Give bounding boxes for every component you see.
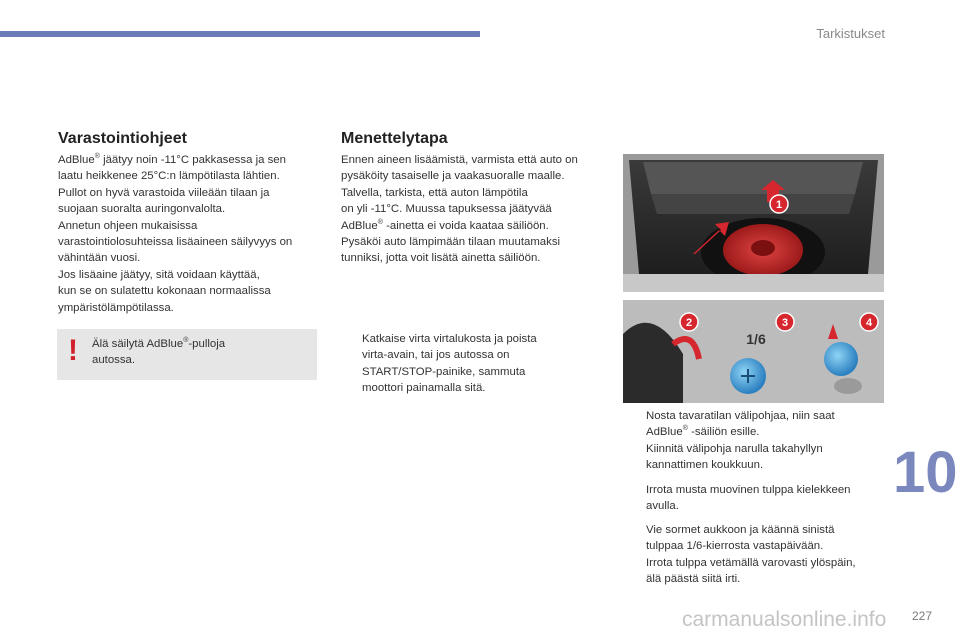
- storage-line: vähintään vuosi.: [58, 252, 141, 265]
- procedure-line: AdBlue® -ainetta ei voida kaataa säiliöön.: [341, 218, 549, 232]
- storage-line: kun se on sulatettu kokonaan normaalissa: [58, 285, 271, 298]
- step-remove-plug: [625, 482, 895, 515]
- procedure-line: Pysäköi auto lämpimään tilaan muutamaksi: [341, 236, 561, 249]
- step-line: Irrota musta muovinen tulppa kielekkeen: [646, 484, 851, 496]
- step-line: Nosta tavaratilan välipohjaa, niin saat: [646, 410, 835, 422]
- trunk-adblue-figure: [623, 154, 884, 403]
- step-raise-floor: [625, 408, 895, 474]
- watermark: carmanualsonline.info: [682, 608, 887, 631]
- warning-line: Älä säilytä AdBlue®-pulloja: [92, 337, 226, 350]
- procedure-line: on yli -11°C. Muussa tapuksessa jäätyvää: [341, 203, 552, 216]
- figure-label-1: 1: [775, 199, 783, 211]
- step-line: tulppaa 1/6-kierrosta vastapäivään.: [646, 540, 824, 553]
- warning-line: autossa.: [92, 354, 136, 367]
- storage-line: varastointiolosuhteissa lisäaineen säilyvyys on: [58, 236, 293, 249]
- step-line: Irrota tulppa vetämällä varovasti ylöspäin,: [646, 557, 856, 569]
- figure-label-2: 2: [685, 317, 693, 329]
- figure-fraction: 1/6: [746, 331, 766, 347]
- storage-line: AdBlue® jäätyy noin -11°C pakkasessa ja sen: [58, 153, 286, 166]
- storage-line: Annetun ohjeen mukaisissa: [58, 219, 198, 232]
- storage-line: laatu heikkenee 25°C:n lämpötilasta lähtien.: [58, 170, 280, 183]
- storage-line: ympäristölämpötilassa.: [58, 301, 174, 314]
- step-line: Kiinnitä välipohja narulla takahyllyn: [646, 442, 823, 455]
- cap-steps-image: [623, 300, 884, 403]
- warning-box: [57, 329, 317, 380]
- step-line: START/STOP-painike, sammuta: [362, 365, 526, 378]
- page-number: 227: [912, 609, 933, 623]
- procedure-line: tunniksi, jotta voit lisätä ainetta säiliöön.: [341, 252, 541, 265]
- storage-line: Pullot on hyvä varastoida viileään tilaan ja: [58, 186, 270, 199]
- trunk-image: [623, 154, 884, 292]
- step-line: moottori painamalla sitä.: [362, 382, 486, 395]
- blue-cap-lifted: [824, 342, 858, 376]
- chapter-number: 10: [893, 440, 958, 505]
- step-line: virta-avain, tai jos autossa on: [362, 349, 510, 362]
- storage-text: [58, 152, 323, 316]
- step-line: Vie sormet aukkoon ja käännä sinistä: [646, 524, 835, 536]
- section-title: Tarkistukset: [816, 26, 885, 41]
- storage-title: Varastointiohjeet: [58, 130, 187, 147]
- warning-text: [92, 336, 292, 369]
- storage-line: suojaan suoralta auringonvalolta.: [58, 203, 226, 216]
- figure-label-3: 3: [781, 317, 789, 329]
- procedure-text: [341, 152, 611, 267]
- step-line: AdBlue® -säiliön esille.: [646, 425, 760, 439]
- step-ignition: [341, 331, 611, 397]
- step-turn-cap: [625, 522, 895, 555]
- figure-label-4: 4: [865, 317, 873, 329]
- step-line: Katkaise virta virtalukosta ja poista: [362, 333, 537, 345]
- procedure-line: pysäköity tasaiselle ja vaakasuoralle maalle.: [341, 170, 565, 183]
- step-line: kannattimen koukkuun.: [646, 459, 764, 472]
- step-line: älä päästä siitä irti.: [646, 573, 741, 586]
- procedure-title: Menettelytapa: [341, 130, 448, 147]
- header-accent-bar: [0, 31, 480, 37]
- procedure-line: Talvella, tarkista, että auton lämpötila: [341, 186, 528, 199]
- step-line: avulla.: [646, 500, 679, 513]
- storage-line: Jos lisäaine jäätyy, sitä voidaan käyttää,: [58, 268, 260, 281]
- warning-icon: !: [68, 334, 78, 367]
- step-pull-cap: [625, 555, 895, 588]
- procedure-line: Ennen aineen lisäämistä, varmista että auto on: [341, 154, 578, 166]
